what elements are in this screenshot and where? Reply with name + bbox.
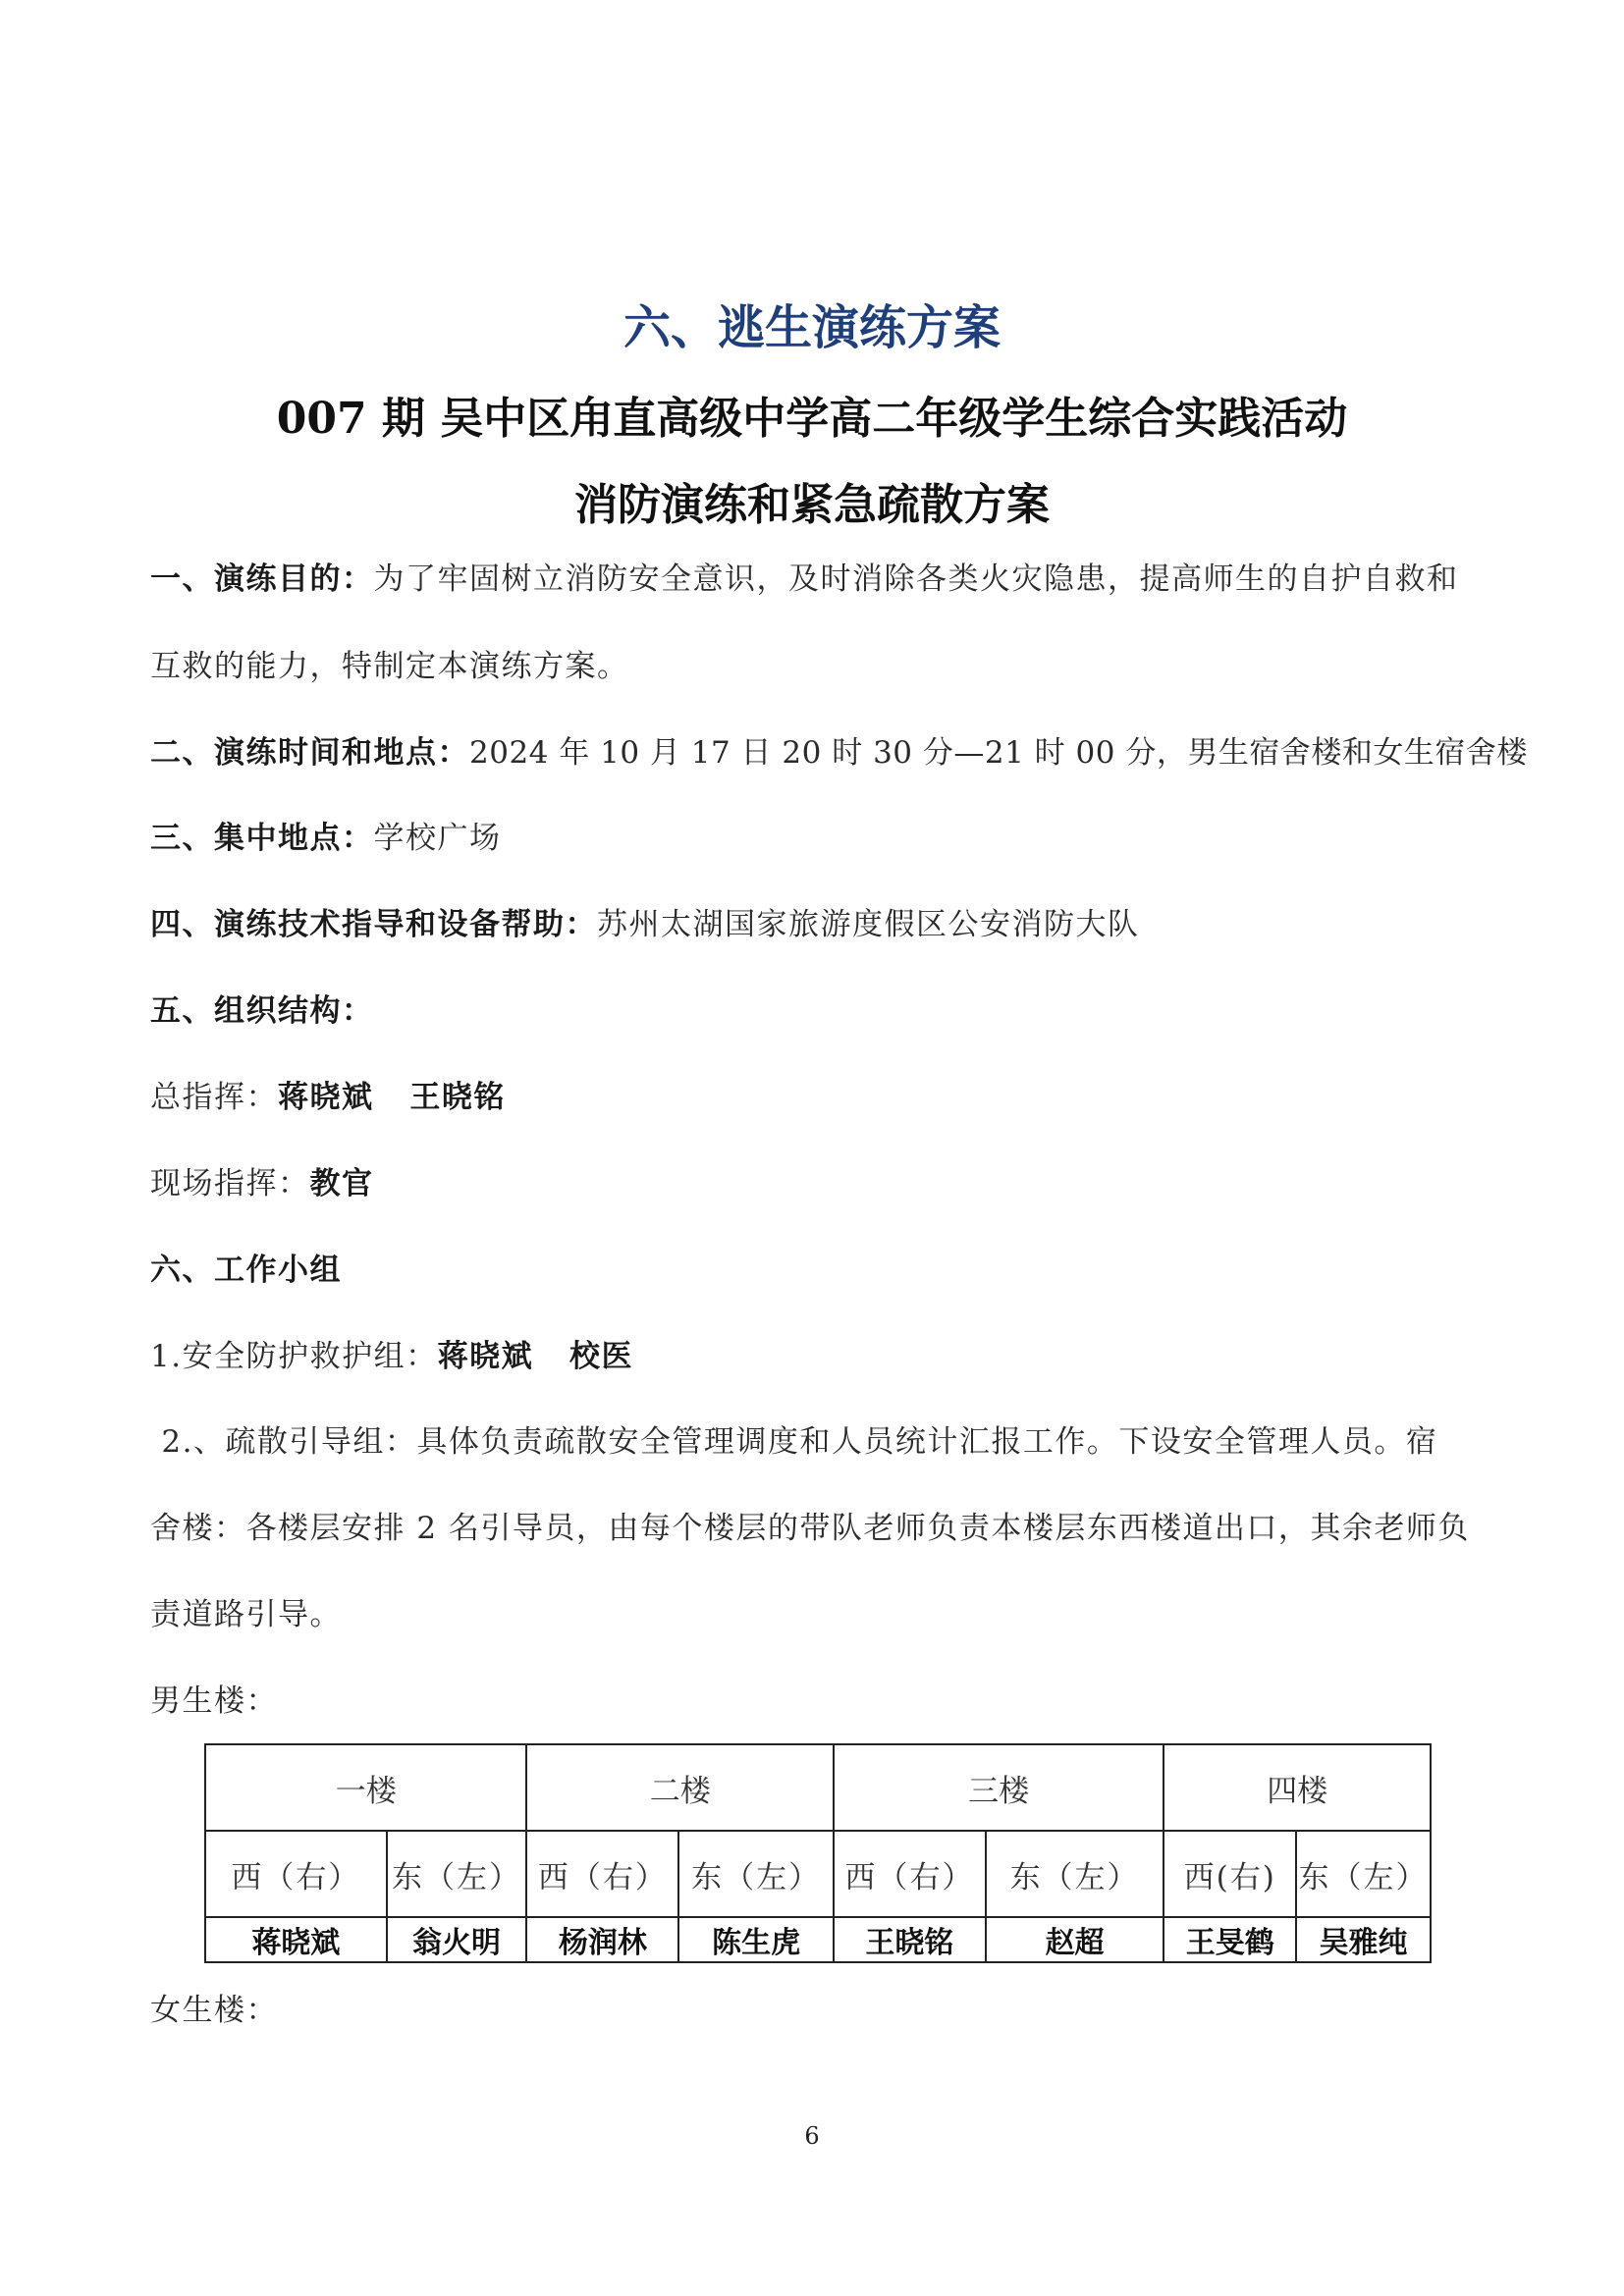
side-cell: 东（左） bbox=[1296, 1831, 1431, 1917]
work-groups-heading bbox=[150, 1251, 1486, 1290]
guide-name-cell: 翁火明 bbox=[387, 1917, 527, 1962]
side-cell: 西（右） bbox=[526, 1831, 678, 1917]
floor-header-row bbox=[205, 1744, 1431, 1831]
floor-cell: 二楼 bbox=[526, 1744, 834, 1831]
safety-group-line bbox=[150, 1337, 1486, 1376]
gather-text: 学校广场 bbox=[373, 821, 502, 856]
purpose-label: 一、演练目的： bbox=[150, 561, 374, 597]
guidance-paragraph bbox=[150, 905, 1486, 944]
side-cell: 西（右） bbox=[205, 1831, 387, 1917]
time-place-paragraph bbox=[150, 733, 1528, 773]
guide-name-cell: 杨润林 bbox=[526, 1917, 678, 1962]
evacuation-paragraph-3 bbox=[150, 1595, 1486, 1634]
guide-name-cell: 陈生虎 bbox=[678, 1917, 834, 1962]
side-cell: 东（左） bbox=[678, 1831, 834, 1917]
field-commander-line bbox=[150, 1164, 1486, 1203]
gather-label: 三、集中地点： bbox=[150, 821, 374, 856]
field-commander-names: 教官 bbox=[309, 1166, 374, 1201]
field-commander-label: 现场指挥： bbox=[150, 1166, 310, 1201]
guide-name-cell: 蒋晓斌 bbox=[205, 1917, 387, 1962]
plan-title-line-2: 消防演练和紧急疏散方案 bbox=[574, 480, 1050, 530]
purpose-paragraph-cont bbox=[150, 647, 1486, 686]
purpose-paragraph bbox=[150, 560, 1486, 599]
guide-name-cell: 吴雅纯 bbox=[1296, 1917, 1431, 1962]
evacuation-text-3: 责道路引导。 bbox=[150, 1597, 342, 1632]
plan-title-line-1: 007 期 吴中区甪直高级中学高二年级学生综合实践活动 bbox=[276, 394, 1348, 444]
side-cell: 西(右) bbox=[1164, 1831, 1296, 1917]
male-building-table bbox=[204, 1743, 1432, 1963]
chief-commander-label: 总指挥： bbox=[150, 1080, 278, 1115]
female-building-label: 女生楼： bbox=[150, 1993, 278, 2028]
safety-group-names: 蒋晓斌 校医 bbox=[437, 1339, 633, 1374]
female-building-heading bbox=[150, 1991, 1486, 2030]
guidance-label: 四、演练技术指导和设备帮助： bbox=[150, 907, 597, 942]
evacuation-paragraph-2 bbox=[150, 1509, 1486, 1548]
guide-name-cell: 王晓铭 bbox=[834, 1917, 986, 1962]
floor-cell: 四楼 bbox=[1164, 1744, 1431, 1831]
male-building-heading bbox=[150, 1682, 1486, 1721]
side-header-row bbox=[205, 1831, 1431, 1917]
purpose-text-cont: 互救的能力，特制定本演练方案。 bbox=[150, 649, 629, 684]
section-heading: 六、逃生演练方案 bbox=[623, 300, 1001, 355]
evacuation-text-2: 舍楼：各楼层安排 2 名引导员，由每个楼层的带队老师负责本楼层东西楼道出口，其余老师负 bbox=[150, 1511, 1470, 1546]
evacuation-text-1: 2.、疏散引导组：具体负责疏散安全管理调度和人员统计汇报工作。下设安全管理人员。宿 bbox=[150, 1424, 1438, 1460]
page-number: 6 bbox=[804, 2122, 820, 2150]
safety-group-label: 1.安全防护救护组： bbox=[150, 1339, 438, 1374]
gather-paragraph bbox=[150, 819, 1486, 858]
guide-name-cell: 赵超 bbox=[986, 1917, 1164, 1962]
work-groups-label: 六、工作小组 bbox=[150, 1253, 342, 1288]
time-place-label: 二、演练时间和地点： bbox=[150, 735, 469, 771]
side-cell: 西（右） bbox=[834, 1831, 986, 1917]
guide-name-row bbox=[205, 1917, 1431, 1962]
floor-cell: 三楼 bbox=[834, 1744, 1164, 1831]
purpose-text: 为了牢固树立消防安全意识，及时消除各类火灾隐患，提高师生的自护自救和 bbox=[373, 561, 1459, 597]
chief-commander-names: 蒋晓斌 王晓铭 bbox=[278, 1080, 506, 1115]
guidance-text: 苏州太湖国家旅游度假区公安消防大队 bbox=[597, 907, 1140, 942]
guide-name-cell: 王旻鹤 bbox=[1164, 1917, 1296, 1962]
evacuation-paragraph-1 bbox=[150, 1422, 1486, 1462]
org-structure-label: 五、组织结构： bbox=[150, 993, 374, 1029]
chief-commander-line bbox=[150, 1078, 1486, 1117]
male-building-label: 男生楼： bbox=[150, 1683, 278, 1719]
side-cell: 东（左） bbox=[986, 1831, 1164, 1917]
side-cell: 东（左） bbox=[387, 1831, 527, 1917]
org-structure-heading bbox=[150, 991, 1486, 1031]
time-place-text: 2024 年 10 月 17 日 20 时 30 分—21 时 00 分，男生宿舍楼和女生宿舍楼 bbox=[469, 735, 1528, 771]
floor-cell: 一楼 bbox=[205, 1744, 526, 1831]
